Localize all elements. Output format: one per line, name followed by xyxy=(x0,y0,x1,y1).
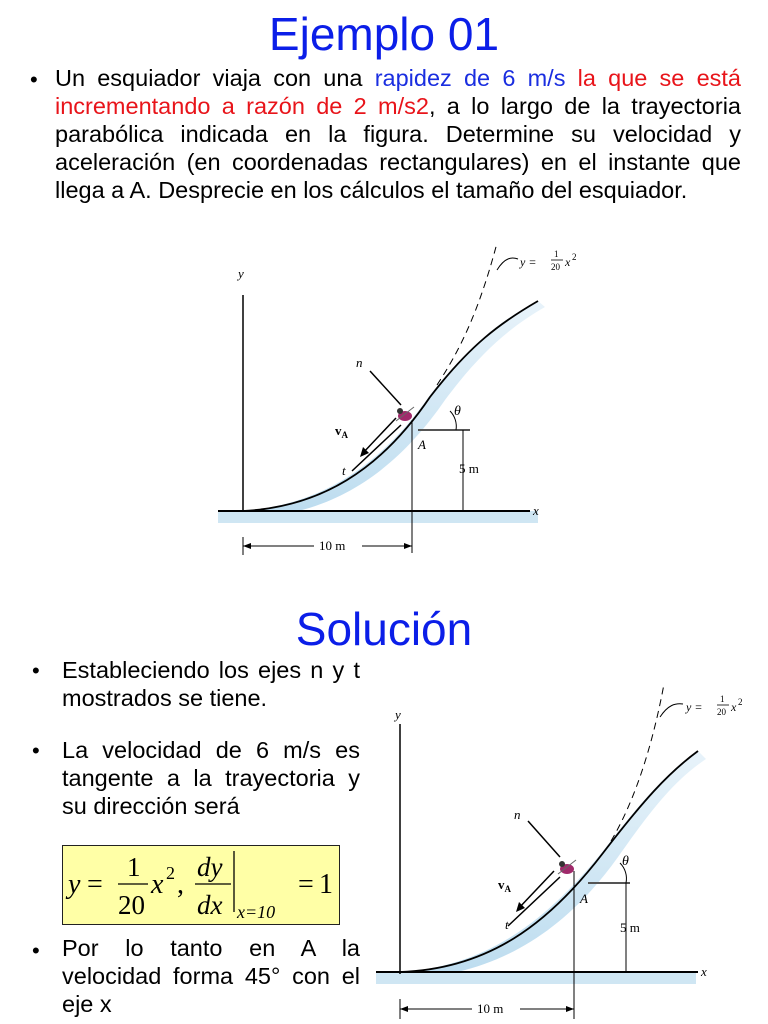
problem-text-2: , a lo largo de la trayectoria parabólica indicada en la figura. Determine su velocidad y aceleración (en coordenadas rectangulares) en el instante que llega a A. Desprecie en los cálculos el tamaño del esquiador. xyxy=(55,93,741,203)
skier-icon xyxy=(558,860,576,874)
y-axis-label: y xyxy=(238,266,244,281)
bullet-dot: • xyxy=(32,938,40,963)
point-a-label: A xyxy=(580,891,588,906)
eq-x: x xyxy=(151,869,164,900)
dx: dx xyxy=(197,890,223,920)
eq-num: 1 xyxy=(554,249,559,259)
n-axis xyxy=(528,821,560,857)
height-label: 5 m xyxy=(620,920,640,935)
frac1-den: 20 xyxy=(118,890,145,920)
eq-exp: 2 xyxy=(166,863,175,883)
problem-acceleration: la que se está incrementando a razón de 2 m/s2 xyxy=(55,65,741,119)
n-axis xyxy=(370,371,401,405)
n-label: n xyxy=(356,355,363,370)
eq-exp: 2 xyxy=(738,697,743,707)
eq-equals: = xyxy=(87,869,103,900)
eq-equals-2: = xyxy=(298,869,314,900)
solution-bullet-3: Por lo tanto en A la velocidad forma 45° con el eje x xyxy=(62,935,360,1017)
leader-line xyxy=(660,704,683,717)
eq-result: 1 xyxy=(319,869,333,900)
width-label: 10 m xyxy=(319,538,346,553)
solution-bullet-1: Estableciendo los ejes n y t mostrados se tiene. xyxy=(62,657,360,711)
derivative-equation xyxy=(62,845,340,925)
t-label: t xyxy=(342,463,346,478)
v-arrow-line1 xyxy=(518,871,554,909)
trajectory-curve xyxy=(400,751,698,972)
width-arrow-left xyxy=(243,543,251,549)
problem-statement xyxy=(55,64,741,204)
equation-svg xyxy=(63,846,339,924)
eq-lhs: y = xyxy=(686,700,703,714)
eq-y: y xyxy=(68,869,81,900)
theta-label: θ xyxy=(454,404,461,419)
bullet-dot: • xyxy=(32,658,40,683)
bullet-dot: • xyxy=(30,67,38,92)
height-label: 5 m xyxy=(459,461,479,476)
skier-icon xyxy=(396,407,414,421)
bullet-dot: • xyxy=(32,738,40,763)
x-axis-label: x xyxy=(533,503,539,518)
solution-figure xyxy=(368,679,768,1024)
eq-den: 20 xyxy=(717,707,726,717)
eq-var: x xyxy=(731,700,737,714)
eq-var: x xyxy=(565,255,571,269)
dy: dy xyxy=(197,852,223,882)
eq-den: 20 xyxy=(551,262,560,272)
eval-at: x=10 xyxy=(237,902,276,922)
y-axis-label: y xyxy=(395,707,401,722)
eq-lhs: y = xyxy=(520,255,537,269)
example-title: Ejemplo 01 xyxy=(268,8,500,60)
theta-label: θ xyxy=(622,854,629,869)
eq-exp: 2 xyxy=(572,252,577,262)
eq-comma: , xyxy=(177,869,184,900)
problem-speed: rapidez de 6 m/s xyxy=(374,65,566,91)
problem-text-1: Un esquiador viaja con una xyxy=(55,65,375,91)
solution-bullet-2: La velocidad de 6 m/s es tangente a la trayectoria y su dirección será xyxy=(62,737,360,819)
v-label: $v_A$ xyxy=(335,423,348,440)
eq-num: 1 xyxy=(720,694,725,704)
v-label: $v_A$ xyxy=(498,877,511,894)
t-label: t xyxy=(505,917,509,932)
width-label: 10 m xyxy=(477,1001,504,1016)
solution-title: Solución xyxy=(295,603,473,655)
point-a-label: A xyxy=(418,437,426,452)
slope-fill xyxy=(243,301,545,518)
x-axis-label: x xyxy=(701,964,707,979)
n-label: n xyxy=(514,807,521,822)
frac1-num: 1 xyxy=(127,852,141,882)
problem-figure xyxy=(0,235,768,575)
ground-fill xyxy=(218,511,538,523)
width-arrow-right xyxy=(404,543,412,549)
leader-line xyxy=(497,258,518,270)
width-arrow-right xyxy=(566,1006,574,1012)
width-arrow-left xyxy=(400,1006,408,1012)
ground-fill xyxy=(376,972,696,984)
